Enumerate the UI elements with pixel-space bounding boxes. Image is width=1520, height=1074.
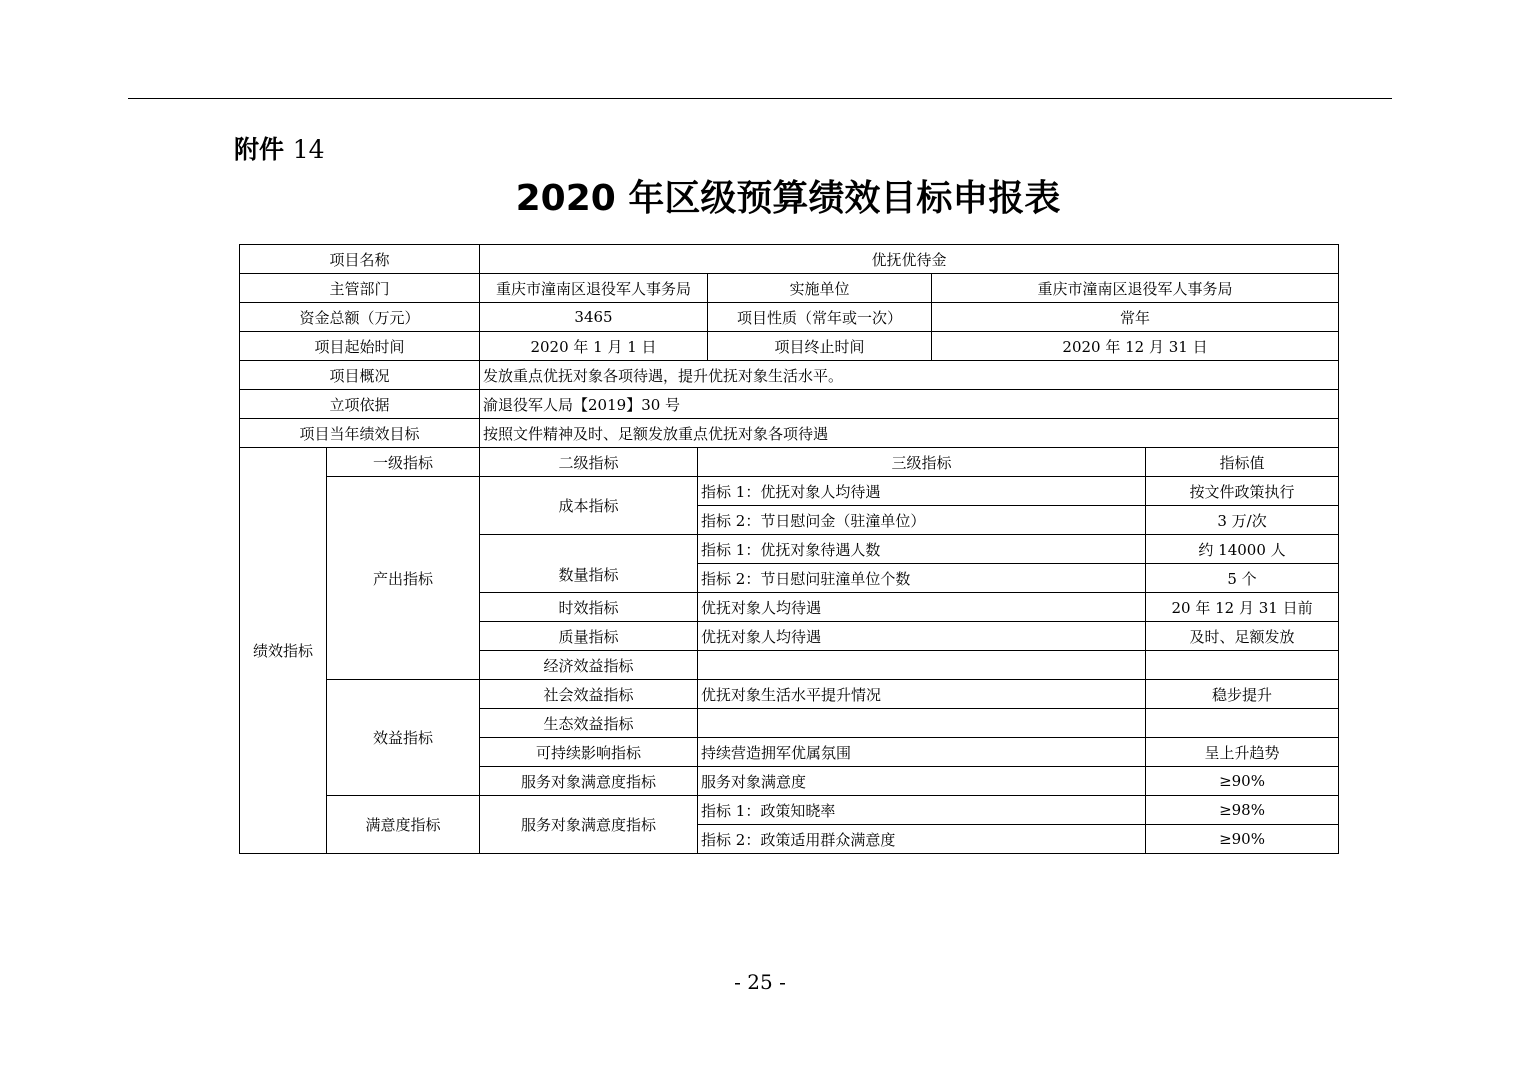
economic-benefit-value: [1146, 651, 1339, 680]
social-benefit-value: 稳步提升: [1146, 680, 1339, 709]
overview-value: 发放重点优抚对象各项待遇，提升优抚对象生活水平。: [480, 361, 1339, 390]
cost-indicator: 成本指标: [480, 477, 698, 535]
nature-label: 项目性质（常年或一次）: [708, 303, 932, 332]
goal-value: 按照文件精神及时、足额发放重点优抚对象各项待遇: [480, 419, 1339, 448]
impl-unit-label: 实施单位: [708, 274, 932, 303]
cost-indicator-1-value: 按文件政策执行: [1146, 477, 1339, 506]
service-satisfaction-value: ≥90%: [1146, 767, 1339, 796]
table-row: [240, 361, 1339, 390]
quality-indicator: 质量指标: [480, 622, 698, 651]
page-number: - 25 -: [734, 970, 786, 994]
attachment-number: 14: [292, 135, 325, 164]
economic-benefit-indicator: 经济效益指标: [480, 651, 698, 680]
satisfaction-indicator-1-value: ≥98%: [1146, 796, 1339, 825]
table-row: [240, 477, 1339, 506]
service-satisfaction-detail: 服务对象满意度: [698, 767, 1146, 796]
cost-indicator-1: 指标 1：优抚对象人均待遇: [698, 477, 1146, 506]
satisfaction-indicator-1: 指标 1：政策知晓率: [698, 796, 1146, 825]
funds-label: 资金总额（万元）: [240, 303, 480, 332]
attachment-text: 附件: [234, 135, 285, 164]
ecological-benefit-detail: [698, 709, 1146, 738]
funds-value: 3465: [480, 303, 708, 332]
cost-indicator-2-value: 3 万/次: [1146, 506, 1339, 535]
table-row: [240, 390, 1339, 419]
sustainable-impact-detail: 持续营造拥军优属氛围: [698, 738, 1146, 767]
dept-label: 主管部门: [240, 274, 480, 303]
benefit-indicator: 效益指标: [327, 680, 480, 796]
table-row: [240, 796, 1339, 825]
basis-value: 渝退役军人局【2019】30 号: [480, 390, 1339, 419]
project-name-label: 项目名称: [240, 245, 480, 274]
table-row: [240, 680, 1339, 709]
social-benefit-detail: 优抚对象生活水平提升情况: [698, 680, 1146, 709]
timeliness-indicator: 时效指标: [480, 593, 698, 622]
quantity-indicator-2-value: 5 个: [1146, 564, 1339, 593]
table-row: [240, 419, 1339, 448]
quantity-indicator-2: 指标 2：节日慰问驻潼单位个数: [698, 564, 1146, 593]
sustainable-impact-indicator: 可持续影响指标: [480, 738, 698, 767]
indicators-section-label: 绩效指标: [240, 448, 327, 854]
timeliness-indicator-1: 优抚对象人均待遇: [698, 593, 1146, 622]
social-benefit-indicator: 社会效益指标: [480, 680, 698, 709]
table-row: [240, 245, 1339, 274]
table-row: [240, 274, 1339, 303]
timeliness-indicator-1-value: 20 年 12 月 31 日前: [1146, 593, 1339, 622]
project-name-value: 优抚优待金: [480, 245, 1339, 274]
table-row: [240, 332, 1339, 361]
satisfaction-indicator-2-value: ≥90%: [1146, 825, 1339, 854]
end-value: 2020 年 12 月 31 日: [932, 332, 1339, 361]
start-value: 2020 年 1 月 1 日: [480, 332, 708, 361]
satisfaction-service-indicator: 服务对象满意度指标: [480, 796, 698, 854]
start-label: 项目起始时间: [240, 332, 480, 361]
end-label: 项目终止时间: [708, 332, 932, 361]
ecological-benefit-value: [1146, 709, 1339, 738]
satisfaction-indicator-2: 指标 2：政策适用群众满意度: [698, 825, 1146, 854]
col-level1-header: 一级指标: [327, 448, 480, 477]
table-row: [240, 448, 1339, 477]
attachment-label: [234, 130, 325, 166]
nature-value: 常年: [932, 303, 1339, 332]
performance-target-form: [239, 244, 1339, 854]
table-row: [240, 303, 1339, 332]
header-rule: [128, 98, 1392, 99]
sustainable-impact-value: 呈上升趋势: [1146, 738, 1339, 767]
quantity-indicator-1-value: 约 14000 人: [1146, 535, 1339, 564]
quantity-indicator-1: 指标 1：优抚对象待遇人数: [698, 535, 1146, 564]
economic-benefit-detail: [698, 651, 1146, 680]
quality-indicator-1-value: 及时、足额发放: [1146, 622, 1339, 651]
quality-indicator-1: 优抚对象人均待遇: [698, 622, 1146, 651]
overview-label: 项目概况: [240, 361, 480, 390]
service-satisfaction-indicator: 服务对象满意度指标: [480, 767, 698, 796]
col-level2-header: 二级指标: [480, 448, 698, 477]
cost-indicator-2: 指标 2：节日慰问金（驻潼单位）: [698, 506, 1146, 535]
col-level3-header: 三级指标: [698, 448, 1146, 477]
document-title: 2020 年区级预算绩效目标申报表: [515, 178, 1061, 219]
quantity-indicator: 数量指标: [480, 535, 698, 593]
impl-unit-value: 重庆市潼南区退役军人事务局: [932, 274, 1339, 303]
output-indicator: 产出指标: [327, 477, 480, 680]
satisfaction-indicator: 满意度指标: [327, 796, 480, 854]
col-value-header: 指标值: [1146, 448, 1339, 477]
ecological-benefit-indicator: 生态效益指标: [480, 709, 698, 738]
dept-value: 重庆市潼南区退役军人事务局: [480, 274, 708, 303]
basis-label: 立项依据: [240, 390, 480, 419]
goal-label: 项目当年绩效目标: [240, 419, 480, 448]
